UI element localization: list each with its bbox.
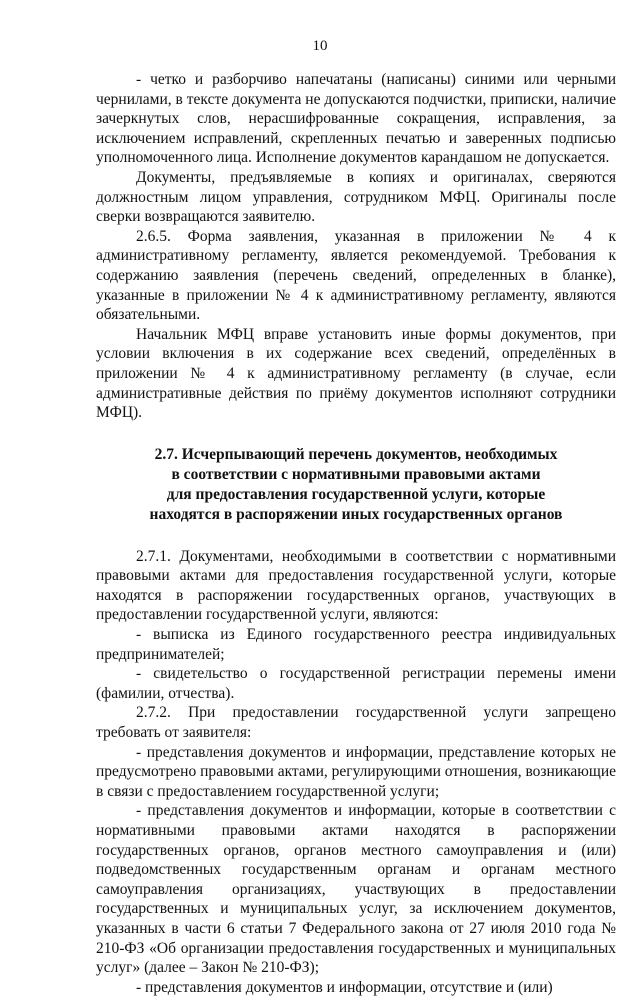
paragraph: 2.7.2. При предоставлении государственной услуги запрещено требовать от заявителя: — [96, 704, 616, 742]
section-heading — [96, 445, 616, 525]
document-body — [96, 70, 616, 997]
list-item: - представления документов и информации, представление которых не предусмотрено правовыми актами, регулирующими отношения, возникающие в связи с предоставлением государственной услуги; — [96, 743, 616, 800]
heading-line: в соответствии с нормативными правовыми актами — [171, 465, 541, 483]
paragraph: - четко и разборчиво напечатаны (написаны) синими или черными чернилами, в тексте документа не допускаются подчистки, приписки, наличие зачеркнутых слов, нерасшифрованные сокращения, исправления, за исключением исправлений, скрепленных печатью и заверенных подписью уполномоченного лица. Исполнение документов карандашом не допускается. — [96, 71, 616, 167]
list-item: - свидетельство о государственной регистрации перемены имени (фамилии, отчества). — [96, 665, 616, 702]
paragraph: 2.7.1. Документами, необходимыми в соответствии с нормативными правовыми актами для предоставления государственной услуги, которые находятся в распоряжении государственных органов, участвующих в предоставлении государственной услуги, являются: — [96, 547, 616, 624]
paragraph: Начальник МФЦ вправе установить иные формы документов, при условии включения в их содержание всех сведений, определённых в приложении № 4 к административному регламенту (в случае, если административные действия по приёму документов исполняют сотрудники МФЦ). — [96, 325, 616, 422]
heading-line: для предоставления государственной услуги, которые — [166, 485, 546, 503]
heading-line: находятся в распоряжении иных государственных органов — [149, 505, 563, 523]
paragraph: Документы, предъявляемые в копиях и оригиналах, сверяются должностным лицом управления, сотрудником МФЦ. Оригиналы после сверки возвращаются заявителю. — [96, 168, 616, 226]
list-item: - выписка из Единого государственного реестра индивидуальных предпринимателей; — [96, 626, 616, 663]
paragraph: 2.6.5. Форма заявления, указанная в приложении № 4 к административному регламенту, является рекомендуемой. Требования к содержанию заявления (перечень сведений, определенных в бланке), указанные в приложении № 4 к административному регламенту, являются обязательными. — [96, 227, 616, 324]
heading-line: 2.7. Исчерпывающий перечень документов, необходимых — [154, 445, 558, 463]
list-item: - представления документов и информации, отсутствие и (или) — [136, 978, 553, 996]
list-item: - представления документов и информации, которые в соответствии с нормативными правовыми актами находятся в распоряжении государственных органов, органов местного самоуправления и (или) подведомственных государственным органам и органам местного самоуправления организациях, участвующих в предоставлении государственных и муниципальных услуг, за исключением документов, указанных в части 6 статьи 7 Федерального закона от 27 июля 2010 года № 210-ФЗ «Об организации предоставления государственных и муниципальных услуг» (далее – Закон № 210-ФЗ); — [96, 802, 616, 977]
page-number: 10 — [312, 38, 328, 54]
